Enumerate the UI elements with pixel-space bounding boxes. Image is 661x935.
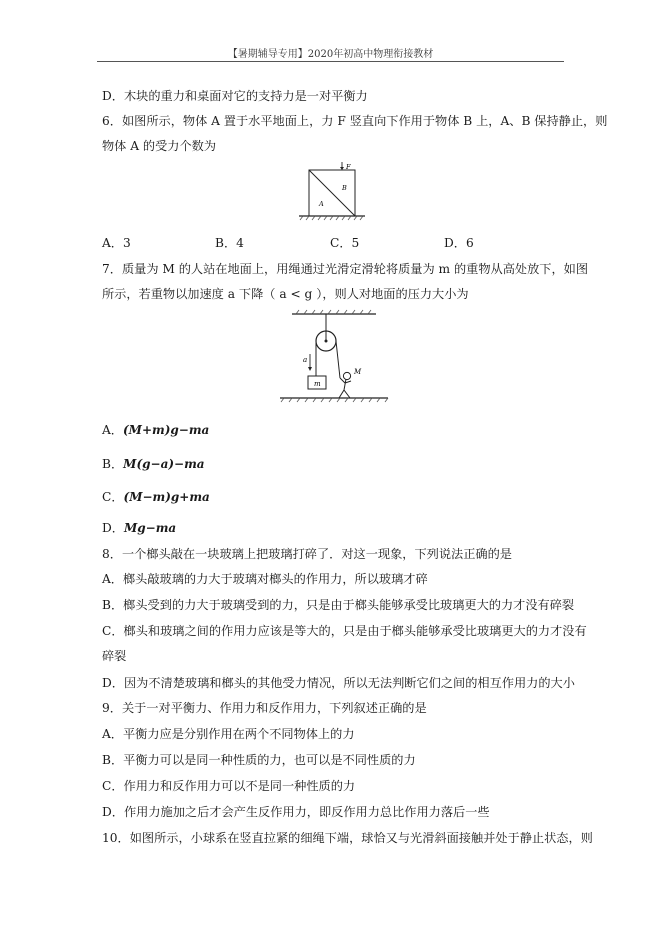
q9-option-b: B．平衡力可以是同一种性质的力，也可以是不同性质的力 xyxy=(102,753,416,767)
q7-label-person: M xyxy=(354,368,362,376)
q7-figure xyxy=(278,310,390,404)
page-header: 【暑期辅导专用】2020年初高中物理衔接教材 xyxy=(227,49,434,60)
q7-option-c-label: C． xyxy=(102,490,124,504)
q6-figure xyxy=(295,160,375,224)
q7-option-c xyxy=(102,488,210,505)
q7-option-d-expr: Mg−ma xyxy=(123,521,177,535)
q7-option-b xyxy=(102,455,205,472)
q7-label-a: a xyxy=(303,356,308,364)
q9-option-a: A．平衡力应是分别作用在两个不同物体上的力 xyxy=(102,727,355,741)
q6-stem-line1: 6．如图所示，物体 A 置于水平地面上，力 F 竖直向下作用于物体 B 上，A、B 保持静止，则 xyxy=(102,114,608,128)
q7-stem-line1: 7．质量为 M 的人站在地面上，用绳通过光滑定滑轮将质量为 m 的重物从高处放下，如图 xyxy=(102,262,589,276)
q7-stem-line2: 所示，若重物以加速度 a 下降（ a < g ），则人对地面的压力大小为 xyxy=(102,287,469,301)
q7-label-m: m xyxy=(314,380,321,388)
header-rule xyxy=(97,61,564,62)
q6-label-f: F xyxy=(346,163,351,171)
q8-option-a: A．榔头敲玻璃的力大于玻璃对榔头的作用力，所以玻璃才碎 xyxy=(102,572,428,586)
q7-option-a-expr: (M+m)g−ma xyxy=(123,423,210,437)
q8-option-d: D．因为不清楚玻璃和榔头的其他受力情况，所以无法判断它们之间的相互作用力的大小 xyxy=(102,676,575,690)
q6-option-b: B．4 xyxy=(215,236,244,250)
q6-option-d: D．6 xyxy=(444,236,474,250)
q7-option-c-expr: (M−m)g+ma xyxy=(123,490,210,504)
q6-label-b: B xyxy=(342,184,347,192)
q6-label-a: A xyxy=(319,200,324,208)
q6-option-c: C．5 xyxy=(330,236,360,250)
q8-option-c-line2: 碎裂 xyxy=(102,649,127,663)
q10-stem-line1: 10．如图所示，小球系在竖直拉紧的细绳下端，球恰又与光滑斜面接触并处于静止状态，则 xyxy=(102,831,593,845)
q7-option-a-label: A． xyxy=(102,423,123,437)
q9-option-d: D．作用力施加之后才会产生反作用力，即反作用力总比作用力落后一些 xyxy=(102,805,490,819)
q7-option-d xyxy=(102,519,176,536)
q7-option-d-label: D． xyxy=(102,521,124,535)
q8-option-b: B．榔头受到的力大于玻璃受到的力，只是由于榔头能够承受比玻璃更大的力才没有碎裂 xyxy=(102,598,575,612)
q7-option-b-expr: M(g−a)−ma xyxy=(123,457,205,471)
q7-option-b-label: B． xyxy=(102,457,124,471)
q5-option-d: D．木块的重力和桌面对它的支持力是一对平衡力 xyxy=(102,89,368,103)
q6-stem-line2: 物体 A 的受力个数为 xyxy=(102,139,217,153)
q8-option-c-line1: C．榔头和玻璃之间的作用力应该是等大的，只是由于榔头能够承受比玻璃更大的力才没有 xyxy=(102,624,587,638)
q8-stem: 8．一个榔头敲在一块玻璃上把玻璃打碎了．对这一现象，下列说法正确的是 xyxy=(102,547,512,561)
q6-option-a: A．3 xyxy=(102,236,131,250)
q9-option-c: C．作用力和反作用力可以不是同一种性质的力 xyxy=(102,779,356,793)
q7-option-a xyxy=(102,421,209,438)
q9-stem: 9．关于一对平衡力、作用力和反作用力，下列叙述正确的是 xyxy=(102,701,427,715)
